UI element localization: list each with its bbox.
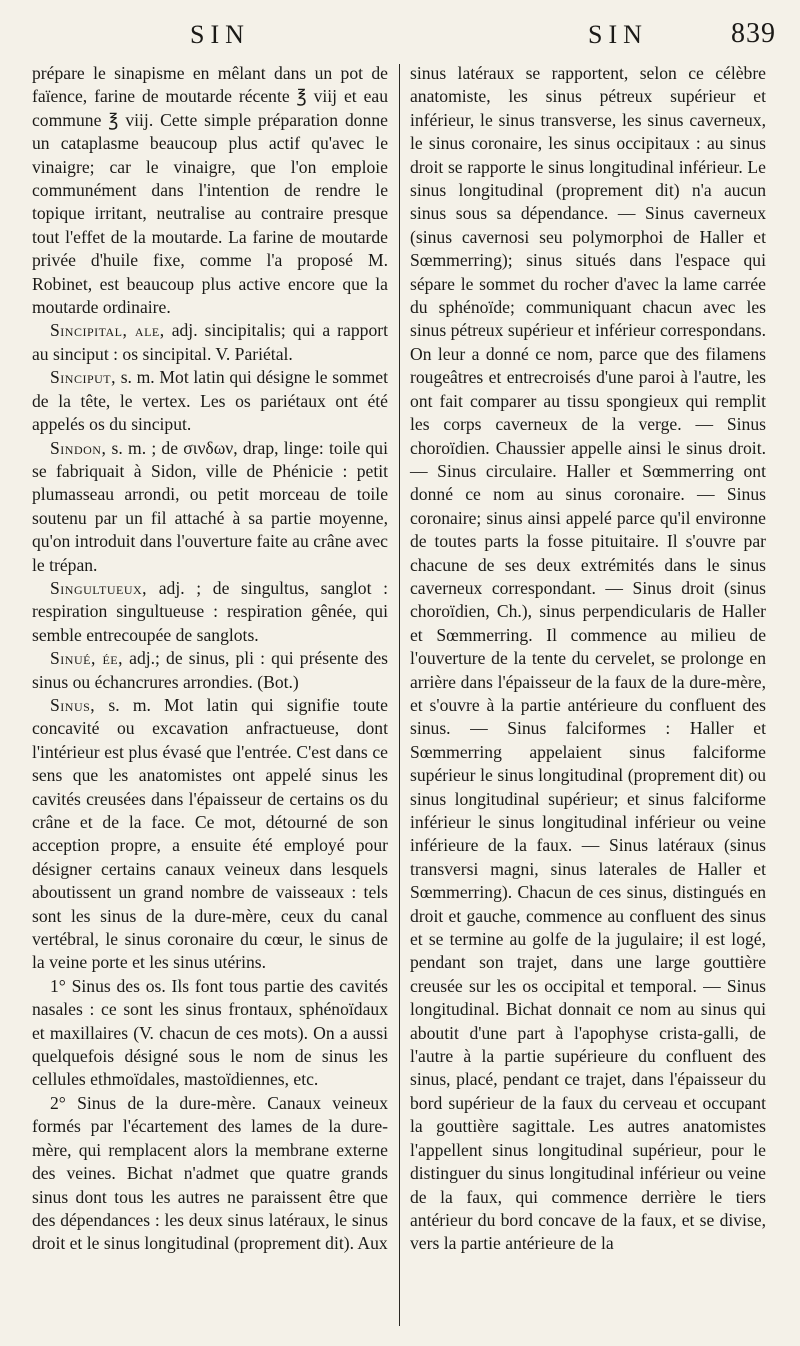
left-column bbox=[32, 62, 388, 1256]
right-column bbox=[410, 62, 766, 1256]
page-number: 839 bbox=[731, 18, 776, 49]
headword: Singultueux, bbox=[50, 577, 148, 598]
headword: Sindon, bbox=[50, 437, 107, 458]
running-head-right: SIN bbox=[588, 20, 648, 49]
running-head bbox=[28, 14, 778, 54]
running-head-left: SIN bbox=[190, 20, 250, 49]
entry-singultueux bbox=[32, 577, 388, 647]
headword: Sincipital, ale, bbox=[50, 320, 165, 341]
entry-text: s. m. Mot latin qui signifie toute concavité ou excavation anfractueuse, dont l'intérieur est plus évasé que l'entrée. C'est dans ce sens que les anatomistes ont appelé sinus les cavités creusées dans l'épaisseur de certains os du crâne et de la face. Ce mot, détourné de son acception propre, a ensuite été employé pour désigner certains canaux veineux dans lesquels aboutissent un grand nombre de vaisseaux : tels sont les sinus de la dure-mère, ceux du canal vertébral, le sinus coronaire du cœur, le sinus de la veine porte et les sinus utérins. bbox=[32, 694, 388, 973]
column-divider bbox=[399, 64, 400, 1326]
entry-text: s. m. ; de σινδων, drap, linge: toile qui se fabriquait à Sidon, ville de Phénicie : petit plumasseau arrondi, ou petit morceau de toile soutenu par un fil attaché à sa partie moyenne, qu'on introduit dans l'ouverture faite au crâne avec le trépan. bbox=[32, 437, 388, 575]
entry-sinciput bbox=[32, 366, 388, 436]
entry-text: adj. sincipitalis; qui a rapport au sinciput : os sincipital. V. Pariétal. bbox=[32, 320, 388, 364]
entry-sinue bbox=[32, 647, 388, 694]
headword: Sinué, ée, bbox=[50, 648, 124, 669]
entry-sinapisme-continuation: prépare le sinapisme en mêlant dans un pot de faïence, farine de moutarde récente ℥ viij et eau commune ℥ viij. Cette simple préparation donne un cataplasme beaucoup plus actif qu'avec le vinaigre; car le vinaigre, que l'on emploie communément dans l'intention de rendre le topique irritant, neutralise au contraire presque tout l'effet de la moutarde. La farine de moutarde privée d'huile fixe, comme l'a proposé M. Robinet, est beaucoup plus active encore que la moutarde ordinaire. bbox=[32, 63, 388, 318]
text-columns bbox=[32, 62, 778, 1332]
headword: Sinciput, bbox=[50, 367, 117, 388]
headword: Sinus, bbox=[50, 694, 96, 715]
entry-sindon bbox=[32, 437, 388, 577]
entry-text: adj. ; de singultus, sanglot : respiration singultueuse : respiration gênée, qui semble entrecoupée de sanglots. bbox=[32, 577, 388, 645]
entry-text: s. m. Mot latin qui désigne le sommet de la tête, le vertex. Les os pariétaux ont été appelés os du sinciput. bbox=[32, 367, 388, 435]
subentry-sinus-des-os: 1° Sinus des os. Ils font tous partie des cavités nasales : ce sont les sinus frontaux, sphénoïdaux et maxillaires (V. chacun de ces mots). On a aussi quelquefois désigné sous le nom de sinus les cellules ethmoïdales, mastoïdiennes, etc. bbox=[32, 975, 388, 1090]
entry-sinus bbox=[32, 694, 388, 975]
subentry-sinus-dure-mere-continuation: sinus latéraux se rapportent, selon ce célèbre anatomiste, les sinus pétreux supérieur et inférieur, le sinus transverse, les sinus caverneux, le sinus coronaire, les sinus occipitaux : au sinus droit se rapporte le sinus longitudinal inférieur. Le sinus longitudinal (proprement dit) n'a aucun sinus sous sa dépendance. — Sinus caverneux (sinus cavernosi seu polymorphoi de Haller et Sœmmerring); sinus situés dans l'espace qui sépare le sommet du rocher d'avec la lame carrée du sphénoïde; communiquant chacun avec les sinus pétreux supérieur et inférieur correspondans. On leur a donné ce nom, parce que des filamens rougeâtres et entrecroisés d'une paroi à l'autre, les ont fait comparer au tissu spongieux qui remplit les corps caverneux de la verge. — Sinus choroïdien. Chaussier appelle ainsi le sinus droit. — Sinus circulaire. Haller et Sœmmerring ont donné ce nom au sinus coronaire. — Sinus coronaire; sinus ainsi appelé parce qu'il environne de toutes parts la fosse pituitaire. Il s'ouvre par chacune de ses deux extrémités dans le sinus caverneux correspondant. — Sinus droit (sinus choroïdien, Ch.), sinus perpendicularis de Haller et Sœmmerring. Il commence au milieu de l'ouverture de la tente du cervelet, se prolonge en arrière dans l'épaisseur de la faux de la dure-mère, et s'ouvre à la partie antérieure du confluent des sinus. — Sinus falciformes : Haller et Sœmmerring appelaient sinus falciforme supérieur le sinus longitudinal (proprement dit) ou sinus longitudinal supérieur; et sinus falciforme inférieur le sinus longitudinal inférieur ou veine inférieure de la faux. — Sinus latéraux (sinus transversi magni, sinus laterales de Haller et Sœmmerring). Chacun de ces sinus, distingués en droit et gauche, commence au confluent des sinus et se termine au golfe de la jugulaire; il est logé, pendant son trajet, dans une large gouttière creusée sur les os occipital et temporal. — Sinus longitudinal. Bichat donnait ce nom au sinus qui aboutit d'une part à l'apophyse crista-galli, de l'autre à la partie supérieure du confluent des sinus, placé, pendant ce trajet, dans l'épaisseur du bord supérieur de la faux du cerveau et occupant la gouttière sagittale. Les autres anatomistes l'appellent sinus longitudinal supérieur, pour le distinguer du sinus longitudinal inférieur ou veine de la faux, qui commence derrière le tiers antérieur du bord concave de la faux, et se divise, vers la partie antérieure de la bbox=[410, 63, 766, 1254]
entry-sincipital bbox=[32, 319, 388, 366]
entry-text: adj.; de sinus, pli : qui présente des sinus ou échancrures arrondies. (Bot.) bbox=[32, 648, 388, 692]
subentry-sinus-dure-mere: 2° Sinus de la dure-mère. Canaux veineux formés par l'écartement des lames de la dure-mère, qui remplacent alors la membrane externe des veines. Bichat n'admet que quatre grands sinus dont tous les autres ne paraissent être que des dépendances : les deux sinus latéraux, le sinus droit et le sinus longitudinal (proprement dit). Aux bbox=[32, 1092, 388, 1254]
